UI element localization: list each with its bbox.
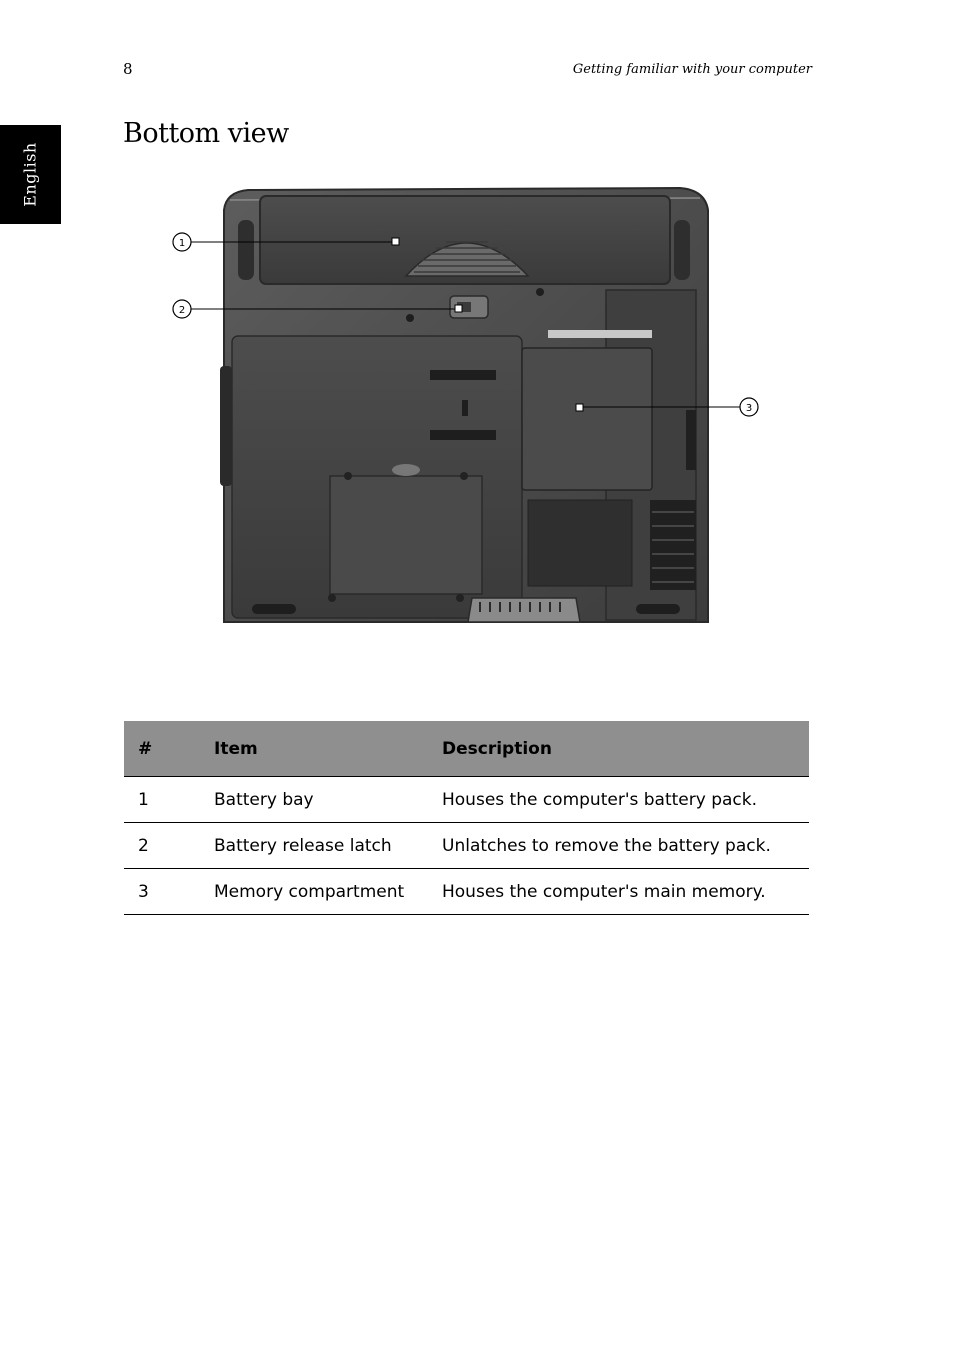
battery-bay <box>260 196 670 284</box>
callout-3-number: 3 <box>745 403 753 414</box>
row-item: Memory compartment <box>214 869 442 915</box>
row-description: Houses the computer's battery pack. <box>442 777 809 823</box>
running-head: Getting familiar with your computer <box>572 62 812 77</box>
language-tab-label: English <box>21 142 41 207</box>
row-item: Battery bay <box>214 777 442 823</box>
row-item: Battery release latch <box>214 823 442 869</box>
laptop-bottom-illustration <box>160 180 800 640</box>
row-number: 2 <box>124 823 214 869</box>
memory-compartment <box>522 348 652 490</box>
hard-disk-cover <box>328 464 482 602</box>
table-header-row <box>124 721 809 777</box>
row-number: 3 <box>124 869 214 915</box>
laptop-bottom-view-figure <box>160 180 800 640</box>
row-description: Unlatches to remove the battery pack. <box>442 823 809 869</box>
table-row <box>124 777 809 823</box>
bottom-view-items-table <box>124 721 809 915</box>
section-title: Bottom view <box>123 118 289 149</box>
row-number: 1 <box>124 777 214 823</box>
header-item: Item <box>214 721 442 777</box>
page-number: 8 <box>123 60 133 78</box>
table-row <box>124 869 809 915</box>
header-description: Description <box>442 721 809 777</box>
header-number: # <box>124 721 214 777</box>
row-description: Houses the computer's main memory. <box>442 869 809 915</box>
callout-1-number: 1 <box>178 238 186 249</box>
language-tab <box>0 125 61 224</box>
callout-2-number: 2 <box>178 305 186 316</box>
table-row <box>124 823 809 869</box>
